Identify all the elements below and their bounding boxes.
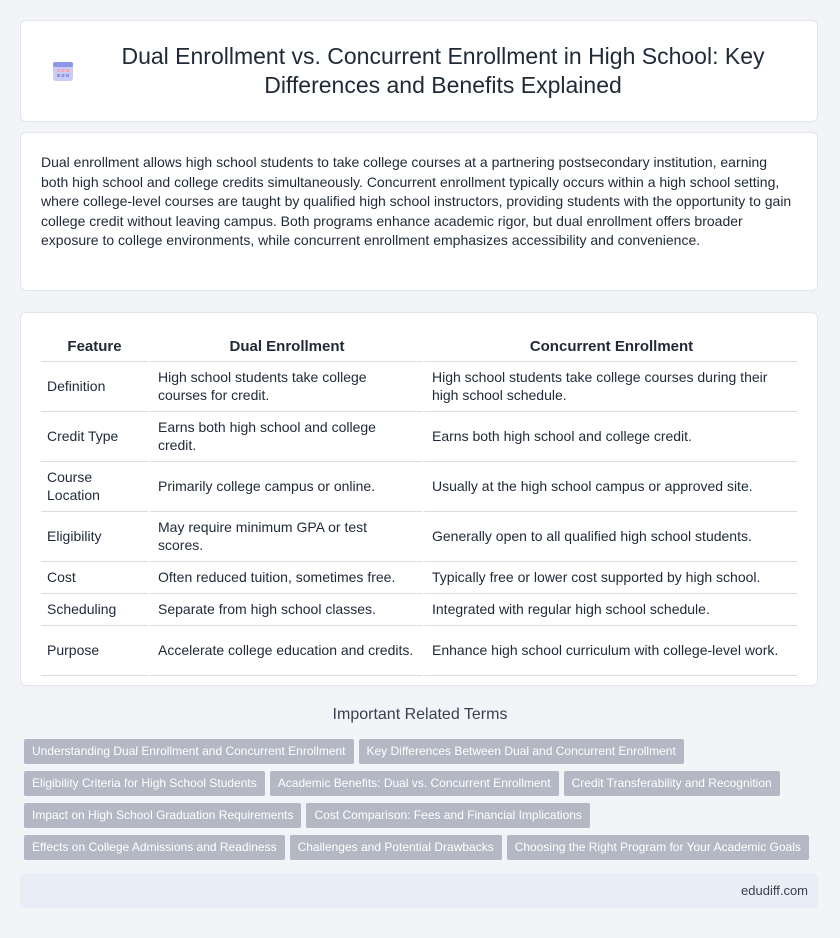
title-card — [20, 20, 818, 122]
related-term-tag[interactable]: Cost Comparison: Fees and Financial Implications — [306, 803, 589, 828]
table-row — [41, 512, 797, 562]
intro-paragraph: Dual enrollment allows high school students to take college courses at a partnering postsecondary institution, earning both high school and college credits simultaneously. Concurrent enrollment typically occurs within a high school setting, where college-level courses are taught by qualified high school instructors, providing students with the opportunity to gain college credit without leaving campus. Both programs enhance academic rigor, but dual enrollment offers broader exposure to college environments, while concurrent enrollment emphasizes accessibility and convenience. — [41, 154, 792, 248]
related-term-tag[interactable]: Credit Transferability and Recognition — [564, 771, 780, 796]
title-wrap — [20, 42, 818, 100]
feature-cell: Scheduling — [41, 594, 148, 626]
table-row — [41, 562, 797, 594]
feature-cell: Purpose — [41, 626, 148, 676]
table-row — [41, 362, 797, 412]
related-term-tag[interactable]: Eligibility Criteria for High School Students — [24, 771, 265, 796]
related-term-tag[interactable]: Impact on High School Graduation Requirements — [24, 803, 301, 828]
related-terms-list — [24, 739, 824, 867]
dual-cell: May require minimum GPA or test scores. — [148, 512, 422, 562]
header-feature: Feature — [41, 333, 148, 362]
related-term-tag[interactable]: Key Differences Between Dual and Concurrent Enrollment — [359, 739, 684, 764]
footer — [20, 873, 818, 908]
related-term-tag[interactable]: Challenges and Potential Drawbacks — [290, 835, 502, 860]
dual-cell: Separate from high school classes. — [148, 594, 422, 626]
table-row — [41, 462, 797, 512]
dual-cell: Accelerate college education and credits. — [148, 626, 422, 676]
intro-card — [20, 132, 818, 291]
concurrent-cell: Typically free or lower cost supported by high school. — [422, 562, 797, 594]
table-row — [41, 626, 797, 676]
concurrent-cell: High school students take college courses during their high school schedule. — [422, 362, 797, 412]
table-row — [41, 412, 797, 462]
school-building-icon — [50, 58, 76, 84]
related-term-tag[interactable]: Academic Benefits: Dual vs. Concurrent Enrollment — [270, 771, 559, 796]
feature-cell: Course Location — [41, 462, 148, 512]
related-term-tag[interactable]: Choosing the Right Program for Your Academic Goals — [507, 835, 809, 860]
dual-cell: High school students take college courses for credit. — [148, 362, 422, 412]
related-term-tag[interactable]: Understanding Dual Enrollment and Concurrent Enrollment — [24, 739, 354, 764]
page-title: Dual Enrollment vs. Concurrent Enrollment in High School: Key Differences and Benefits Explained — [121, 43, 765, 98]
concurrent-cell: Usually at the high school campus or approved site. — [422, 462, 797, 512]
concurrent-cell: Generally open to all qualified high school students. — [422, 512, 797, 562]
dual-cell: Primarily college campus or online. — [148, 462, 422, 512]
table-header-row — [41, 333, 797, 362]
concurrent-cell: Earns both high school and college credit. — [422, 412, 797, 462]
feature-cell: Cost — [41, 562, 148, 594]
header-dual-enrollment: Dual Enrollment — [148, 333, 422, 362]
related-terms-title: Important Related Terms — [332, 706, 508, 723]
comparison-table — [41, 333, 797, 676]
table-row — [41, 594, 797, 626]
comparison-card — [20, 312, 818, 686]
feature-cell: Credit Type — [41, 412, 148, 462]
footer-site-link[interactable]: edudiff.com — [741, 883, 808, 898]
related-term-tag[interactable]: Effects on College Admissions and Readiness — [24, 835, 285, 860]
header-concurrent-enrollment: Concurrent Enrollment — [422, 333, 797, 362]
dual-cell: Often reduced tuition, sometimes free. — [148, 562, 422, 594]
feature-cell: Definition — [41, 362, 148, 412]
concurrent-cell: Enhance high school curriculum with college-level work. — [422, 626, 797, 676]
dual-cell: Earns both high school and college credit. — [148, 412, 422, 462]
concurrent-cell: Integrated with regular high school schedule. — [422, 594, 797, 626]
feature-cell: Eligibility — [41, 512, 148, 562]
